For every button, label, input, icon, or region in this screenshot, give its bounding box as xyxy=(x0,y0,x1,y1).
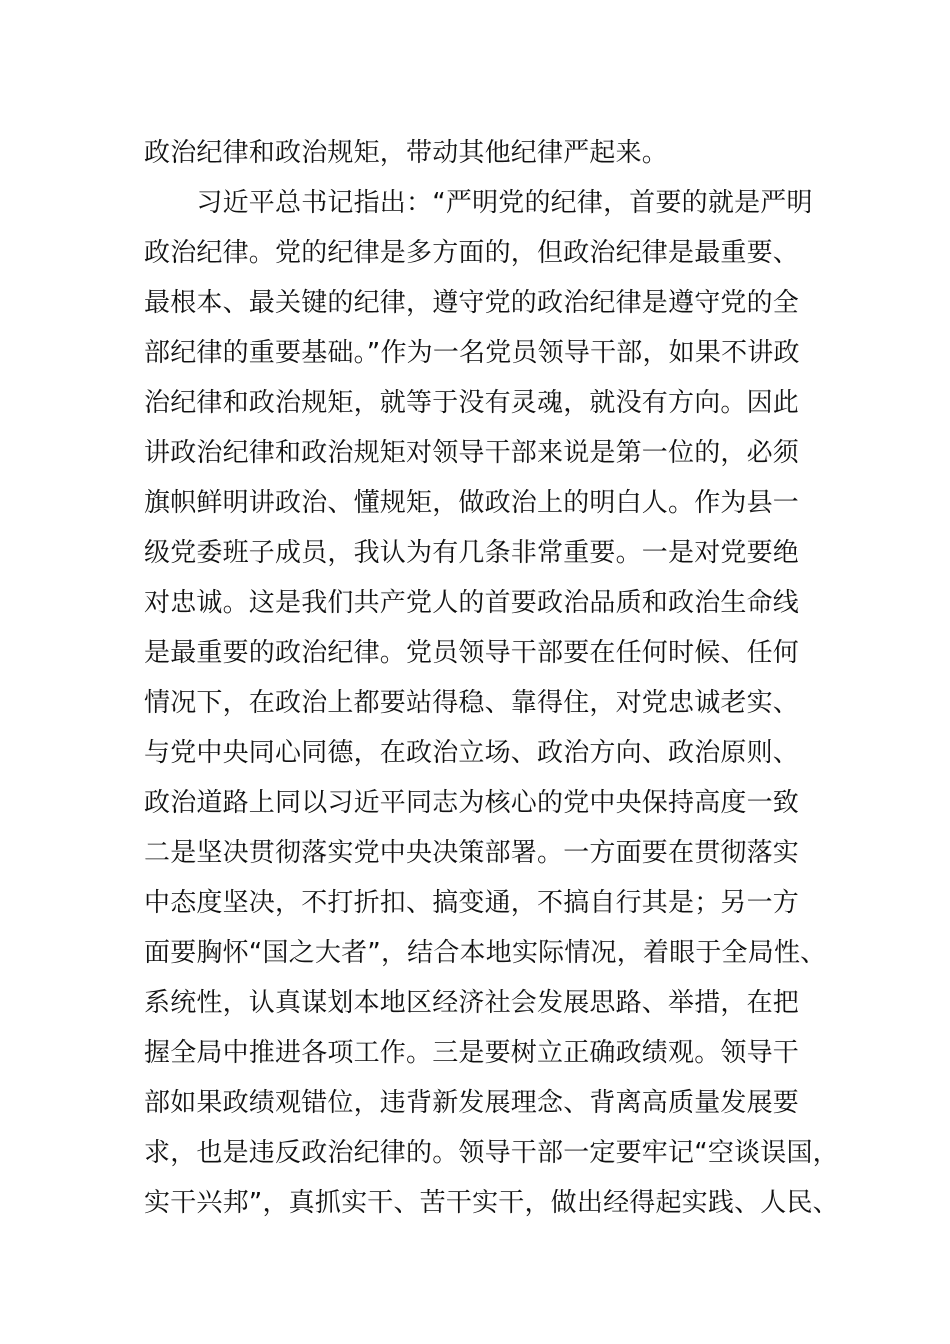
text-line: 旗帜鲜明讲政治、懂规矩，做政治上的明白人。作为县一 xyxy=(144,488,800,518)
text-line: 最根本、最关键的纪律，遵守党的政治纪律是遵守党的全 xyxy=(144,288,800,318)
text-line: 面要胸怀“国之大者”，结合本地实际情况，着眼于全局性、 xyxy=(144,938,827,968)
text-line: 对忠诚。这是我们共产党人的首要政治品质和政治生命线 xyxy=(144,588,800,618)
text-line: 握全局中推进各项工作。三是要树立正确政绩观。领导干 xyxy=(144,1038,800,1068)
text-line: 求，也是违反政治纪律的。领导干部一定要牢记“空谈误国， xyxy=(144,1138,839,1168)
text-line: 级党委班子成员，我认为有几条非常重要。一是对党要绝 xyxy=(144,538,800,568)
text-line: 情况下，在政治上都要站得稳、靠得住，对党忠诚老实、 xyxy=(144,688,800,718)
text-line: 讲政治纪律和政治规矩对领导干部来说是第一位的，必须 xyxy=(144,438,800,468)
text-line: 政治道路上同以习近平同志为核心的党中央保持高度一致 xyxy=(144,788,800,818)
text-line: 政治纪律。党的纪律是多方面的，但政治纪律是最重要、 xyxy=(144,238,800,268)
text-line: 治纪律和政治规矩，就等于没有灵魂，就没有方向。因此 xyxy=(144,388,800,418)
text-line: 部如果政绩观错位，违背新发展理念、背离高质量发展要 xyxy=(144,1088,800,1118)
text-line: 部纪律的重要基础。”作为一名党员领导干部，如果不讲政 xyxy=(144,338,800,368)
text-line: 与党中央同心同德，在政治立场、政治方向、政治原则、 xyxy=(144,738,800,768)
text-line: 是最重要的政治纪律。党员领导干部要在任何时候、任何 xyxy=(144,638,800,668)
text-line: 实干兴邦”，真抓实干、苦干实干，做出经得起实践、人民、 xyxy=(144,1188,839,1218)
text-line: 中态度坚决，不打折扣、搞变通，不搞自行其是；另一方 xyxy=(144,888,800,918)
document-body xyxy=(144,128,839,1228)
text-line: 系统性，认真谋划本地区经济社会发展思路、举措，在把 xyxy=(144,988,800,1018)
text-line: 习近平总书记指出：“严明党的纪律，首要的就是严明 xyxy=(144,188,813,218)
text-line: 政治纪律和政治规矩，带动其他纪律严起来。 xyxy=(144,138,669,168)
text-line: 二是坚决贯彻落实党中央决策部署。一方面要在贯彻落实 xyxy=(144,838,800,868)
